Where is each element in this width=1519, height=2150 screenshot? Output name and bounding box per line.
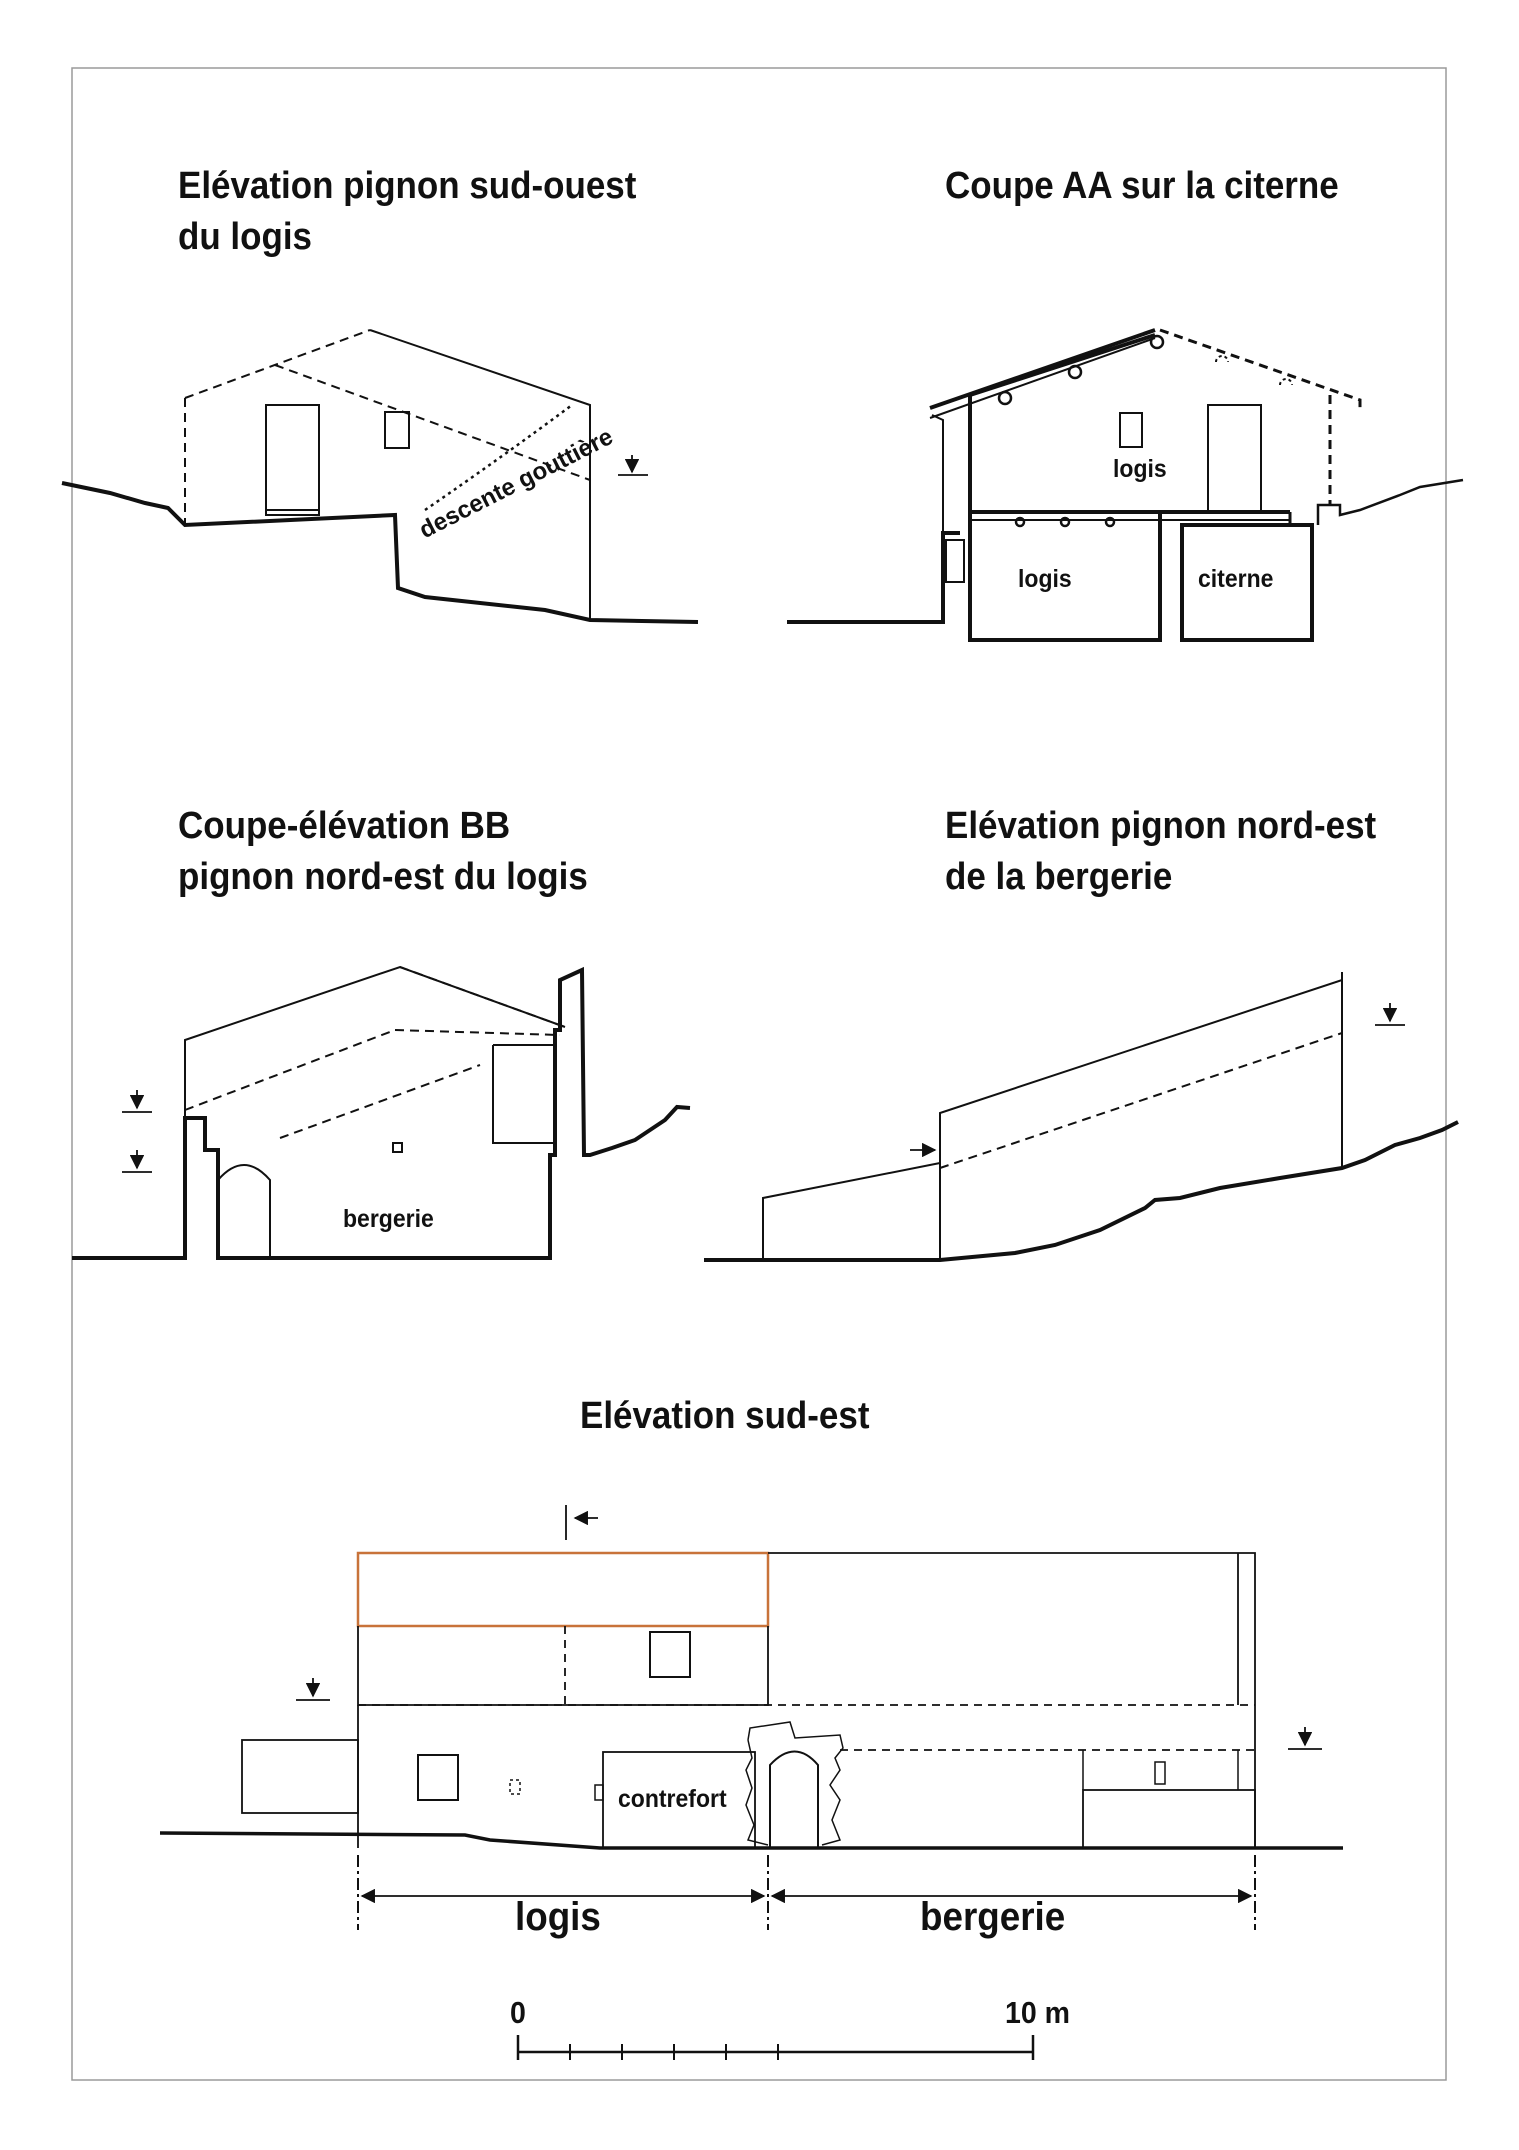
title-nord-est-line1: Elévation pignon nord-est	[945, 805, 1377, 847]
label-descente-gouttiere: descente gouttière	[415, 423, 618, 545]
small-opening	[393, 1143, 402, 1152]
drawing-sud-est	[160, 1505, 1343, 1930]
side-opening	[946, 540, 964, 582]
beam	[1151, 336, 1163, 348]
dim-label-bergerie: bergerie	[920, 1895, 1066, 1939]
scale-label-zero: 0	[510, 1995, 526, 2030]
title-sud-ouest-line2: du logis	[178, 216, 313, 258]
gable-dashed-left	[185, 330, 370, 398]
bergerie-shed	[1083, 1790, 1255, 1848]
lower-window	[418, 1755, 458, 1800]
roof-dashed-inner	[280, 1065, 480, 1138]
beam-dashed	[1216, 356, 1228, 362]
gable-line	[185, 967, 565, 1118]
roof-dashed-mid	[395, 1030, 560, 1035]
sheet-frame	[72, 68, 1446, 2080]
tiny-opening	[510, 1780, 520, 1794]
beam-dashed	[1280, 379, 1292, 385]
roof-dashed-low	[185, 1030, 395, 1110]
label-aa-citerne: citerne	[1198, 565, 1274, 593]
title-coupe-aa: Coupe AA sur la citerne	[945, 165, 1339, 207]
portal-stones	[746, 1722, 843, 1845]
shed-window	[1155, 1762, 1165, 1784]
side-notch	[595, 1785, 603, 1800]
title-sud-est: Elévation sud-est	[580, 1395, 870, 1437]
roof-dashed	[940, 1033, 1342, 1168]
upper-window	[650, 1632, 690, 1677]
label-aa-logis-upper: logis	[1113, 455, 1167, 483]
window	[385, 412, 409, 448]
beam	[1061, 518, 1069, 526]
beam	[1016, 518, 1024, 526]
logis-upper-wall	[358, 1626, 768, 1705]
chimney-box	[493, 1045, 555, 1143]
main-wall	[940, 980, 1342, 1260]
window	[1120, 413, 1142, 447]
roof-under-left	[930, 338, 1155, 418]
beam	[1106, 518, 1114, 526]
outer-wall-left	[932, 415, 943, 533]
scale-label-ten: 10 m	[1005, 1995, 1071, 2030]
door	[1208, 405, 1261, 512]
beam	[1069, 366, 1081, 378]
drawing-coupe-aa	[787, 330, 1463, 640]
ground-left	[787, 533, 960, 622]
title-coupe-bb-line2: pignon nord-est du logis	[178, 856, 588, 898]
drawing-sud-ouest	[62, 330, 698, 622]
ground-line	[704, 1122, 1458, 1260]
beam	[999, 392, 1011, 404]
drawing-nord-est	[704, 972, 1458, 1260]
arched-portal	[770, 1752, 818, 1849]
bergerie-upper	[768, 1553, 1255, 1705]
title-coupe-bb-line1: Coupe-élévation BB	[178, 805, 511, 847]
dim-label-logis: logis	[515, 1895, 601, 1939]
scale-bar	[518, 2035, 1033, 2060]
title-sud-ouest-line1: Elévation pignon sud-ouest	[178, 165, 637, 207]
arch-door	[218, 1165, 270, 1258]
ground-line	[62, 483, 698, 622]
annex	[242, 1740, 358, 1813]
outer-wall-right	[1318, 480, 1463, 525]
label-contrefort: contrefort	[618, 1785, 727, 1813]
title-nord-est-line2: de la bergerie	[945, 856, 1173, 898]
lean-to	[763, 1163, 940, 1260]
logis-roof-band	[358, 1553, 768, 1626]
label-aa-logis-lower: logis	[1018, 565, 1072, 593]
roof-left	[930, 330, 1155, 408]
door	[266, 405, 319, 515]
label-bb-bergerie: bergerie	[343, 1205, 434, 1233]
